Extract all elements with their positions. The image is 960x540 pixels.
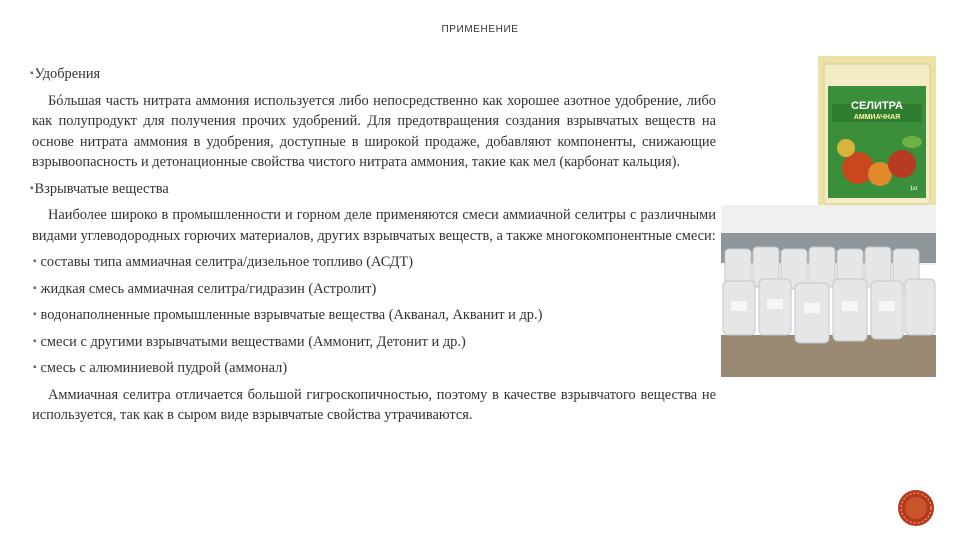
- bag-label-title: СЕЛИТРА: [851, 100, 903, 112]
- hygroscopicity-paragraph: Аммиачная селитра отличается большой гигроскопичностью, поэтому в качестве взрывчатого вещества не используется, так как в сыром виде взрывчатые свойства утрачиваются.: [32, 386, 716, 423]
- list-item: ▪ водонаполненные промышленные взрывчатые вещества (Акванал, Акванит и др.): [33, 307, 543, 323]
- square-bullet-icon: ▪: [33, 309, 37, 320]
- section-heading-explosives: ▪Взрывчатые вещества: [30, 180, 169, 197]
- fertilizer-bag-image: [818, 56, 936, 212]
- fertilizers-paragraph: Бóльшая часть нитрата аммония используется либо непосредственно как хорошее азотное удобрение, либо как полупродукт для получения прочих удобрений. Для предотвращения создания взрывчатых веществ на основе нитрата аммония в удобрения, доступные в широкой продаже, добавляют компоненты, снижающие взрывоопасность и детонационные свойства чистого нитрата аммония, такие как мел (карбонат кальция).: [32, 92, 716, 170]
- bulk-bags-warehouse-image: [721, 205, 936, 377]
- explosives-intro-paragraph: Наиболее широко в промышленности и горном деле применяются смеси аммиачной селитры с различными видами углеводородных горючих материалов, других взрывчатых веществ, а также многокомпонентные смеси:: [32, 207, 716, 244]
- slide-body: [30, 64, 716, 432]
- section-heading-fertilizers: ▪Удобрения: [30, 66, 101, 82]
- bag-weight: 1кг: [909, 186, 918, 192]
- square-bullet-icon: ▪: [33, 282, 37, 294]
- square-bullet-icon: ▪: [33, 335, 37, 347]
- square-bullet-icon: ▪: [33, 362, 37, 373]
- square-bullet-icon: ▪: [30, 182, 34, 194]
- explosive-mixtures-list: [30, 252, 716, 379]
- page-number-badge-icon: [897, 489, 935, 527]
- list-item: ▪ составы типа аммиачная селитра/дизельное топливо (АСДТ): [33, 254, 414, 270]
- square-bullet-icon: ▪: [33, 256, 37, 267]
- list-item: ▪ жидкая смесь аммиачная селитра/гидразин (Астролит): [33, 280, 377, 297]
- bag-label-subtitle: АММИАЧНАЯ: [853, 114, 901, 121]
- square-bullet-icon: ▪: [30, 68, 34, 79]
- list-item: ▪ смеси с другими взрывчатыми веществами (Аммонит, Детонит и др.): [33, 333, 466, 350]
- list-item: ▪ смесь с алюминиевой пудрой (аммонал): [33, 360, 288, 376]
- slide-title: ПРИМЕНЕНИЕ: [441, 24, 519, 35]
